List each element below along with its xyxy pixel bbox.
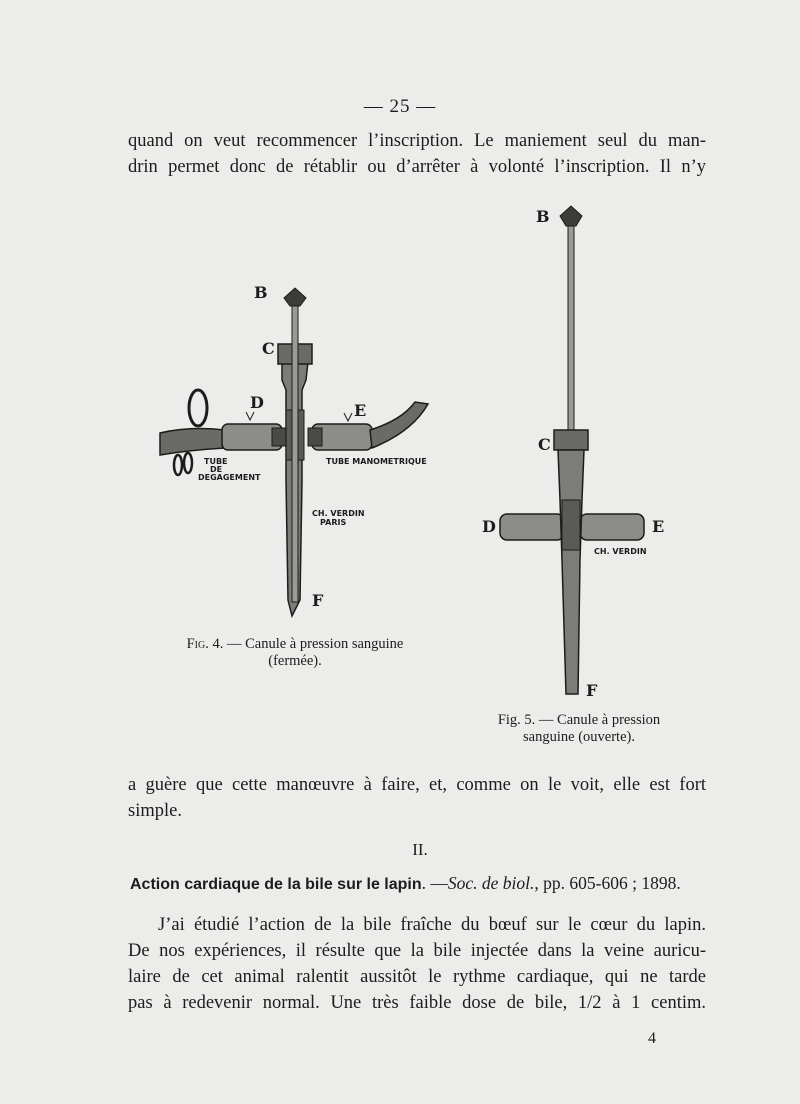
caption-prefix: Fig. <box>186 636 209 652</box>
fig4-label-c: C <box>262 339 275 358</box>
fig4-tube-label: TUBE <box>204 457 228 466</box>
fig4-manometer-label: TUBE MANOMETRIQUE <box>326 457 427 466</box>
text-line: J’ai étudié l’action de la bile fraîche du bœuf sur le cœur du lapin. <box>158 915 706 935</box>
caption-text: Fig. 5. — Canule à pression <box>497 712 661 728</box>
fig5-maker-label: CH. VERDIN <box>594 547 647 556</box>
fig4-maker-label: CH. VERDIN <box>312 509 365 518</box>
fig5-label-b: B <box>536 207 550 226</box>
fig5-label-f: F <box>586 681 598 700</box>
figure-5-illustration <box>480 200 670 700</box>
caption-text: sanguine (ouverte). <box>523 729 635 745</box>
page-number: — 25 — <box>363 96 437 117</box>
heading-source: Soc. de biol. <box>447 873 535 893</box>
text-line: De nos expériences, il résulte que la bile injectée dans la veine auricu- <box>128 941 706 961</box>
caption-text: (fermée). <box>268 653 322 669</box>
section-heading <box>130 873 710 894</box>
paragraph-top <box>128 128 706 180</box>
paragraph-middle <box>128 772 706 824</box>
caption-text: . — Canule à pression sanguine <box>219 636 404 652</box>
fig4-label-e: E <box>354 401 367 420</box>
text-line: simple. <box>128 801 182 821</box>
fig4-label-b: B <box>254 283 268 302</box>
figure-4-caption <box>170 636 420 670</box>
text-line: quand on veut recommencer l’inscription. Le maniement seul du man- <box>128 131 706 151</box>
text-line: laire de cet animal ralentit aussitôt le rythme cardiaque, qui ne tarde <box>128 967 706 987</box>
fig4-maker-label: PARIS <box>320 518 347 527</box>
text-line: pas à redevenir normal. Une très faible dose de bile, 1/2 à 1 centim. <box>128 993 706 1013</box>
fig4-label-d: D <box>250 393 264 412</box>
fig5-label-d: D <box>482 517 496 536</box>
figure-4-illustration <box>150 280 440 625</box>
fig5-label-e: E <box>652 517 665 536</box>
heading-dash: . — <box>421 873 448 893</box>
fig5-label-c: C <box>538 435 551 454</box>
signature-mark: 4 <box>648 1030 656 1047</box>
fig4-tube-label: DE <box>210 465 223 474</box>
heading-title: Action cardiaque de la bile sur le lapin <box>130 876 422 893</box>
section-number: II. <box>412 840 428 859</box>
figure-5-caption <box>484 712 674 746</box>
caption-number: 4 <box>212 636 220 652</box>
text-line: a guère que cette manœuvre à faire, et, comme on le voit, elle est fort <box>128 775 706 795</box>
heading-pages: , pp. 605-606 ; 1898. <box>534 873 681 893</box>
fig4-label-f: F <box>312 591 324 610</box>
text-line: drin permet donc de rétablir ou d’arrêter à volonté l’inscription. Il n’y <box>128 157 706 177</box>
fig4-tube-label: DEGAGEMENT <box>198 473 261 482</box>
paragraph-bottom <box>128 912 706 1016</box>
